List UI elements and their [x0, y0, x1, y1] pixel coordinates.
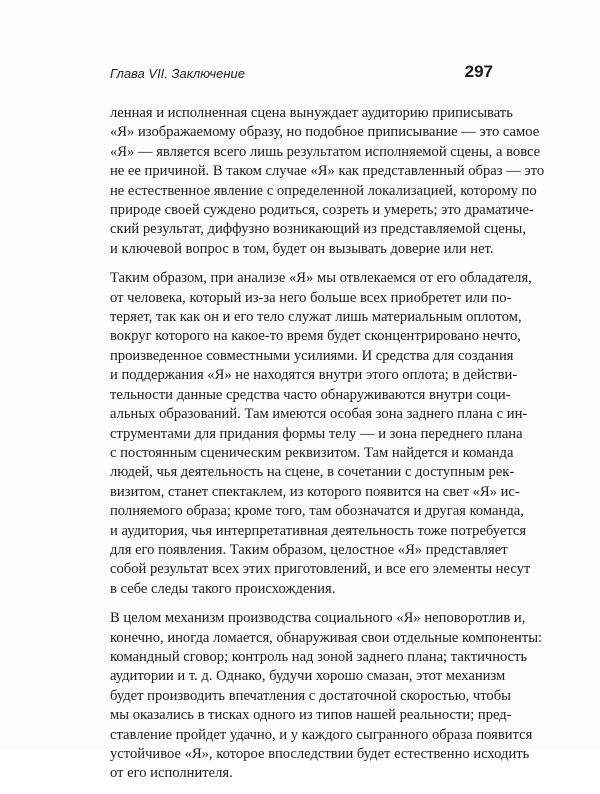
text-line: произведенное совместными усилиями. И средства для создания	[110, 347, 514, 364]
text-line: людей, чья деятельность на сцене, в сочетании с доступным рек-	[110, 464, 515, 481]
text-line: от его исполнителя.	[110, 765, 233, 782]
text-line: не ее причиной. В таком случае «Я» как представленный образ — это	[110, 163, 545, 180]
text-line: с постоянным сценическим реквизитом. Там найдется и команда	[110, 444, 514, 461]
text-line: конечно, иногда ломается, обнаруживая свои отдельные компоненты:	[110, 629, 543, 646]
text-line: будет производить впечатления с достаточной скоростью, чтобы	[110, 687, 511, 704]
text-line: и аудитория, чья интерпретативная деятельность тоже потребуется	[110, 522, 527, 539]
text-line: в себе следы такого происхождения.	[110, 580, 336, 597]
text-line: для его появления. Таким образом, целостное «Я» представляет	[110, 541, 508, 558]
text-line: устойчивое «Я», которое впоследствии будет естественно исходить	[110, 746, 530, 762]
text-line: от человека, который из-за него больше всех приобретет или по-	[110, 289, 512, 306]
text-line: командный сговор; контроль над зоной заднего плана; тактичность	[110, 648, 528, 665]
text-line: В целом механизм производства социального «Я» неповоротлив и,	[110, 610, 526, 627]
page-number: 297	[464, 62, 493, 81]
text-line: Таким образом, при анализе «Я» мы отвлекаемся от его обладателя,	[110, 270, 532, 287]
text-line: аудитории и т. д. Однако, будучи хорошо смазан, этот механизм	[110, 668, 506, 685]
chapter-title: Глава VII. Заключение	[110, 66, 245, 81]
paragraph-2	[110, 269, 532, 599]
text-line: ский результат, диффузно возникающий из представляемой сцены,	[110, 221, 526, 238]
paragraph-3	[110, 609, 543, 784]
text-line: ленная и исполненная сцена вынуждает аудиторию приписывать	[110, 105, 513, 121]
text-line: не естественное явление с определенной локализацией, которому по	[110, 182, 537, 199]
text-line: и ключевой вопрос в том, будет он вызывать доверие или нет.	[110, 240, 494, 257]
running-head	[110, 58, 493, 88]
text-line: и поддержания «Я» не находятся внутри этого оплота; в действи-	[110, 367, 518, 384]
text-line: мы оказались в тисках одного из типов нашей реальности; пред-	[110, 707, 512, 724]
paragraph-1	[110, 104, 545, 259]
text-line: струментами для придания формы телу — и зона переднего плана	[110, 425, 523, 442]
body-text	[110, 104, 545, 794]
text-line: вокруг которого на какое-то время будет сконцентрировано нечто,	[110, 328, 521, 345]
text-line: теряет, так как он и его тело служат лишь материальным оплотом,	[110, 309, 522, 326]
text-line: альных образований. Там имеются особая зона заднего плана с ин-	[110, 406, 528, 423]
text-line: визитом, станет спектаклем, из которого появится на свет «Я» ис-	[110, 483, 520, 500]
text-line: «Я» изображаемому образу, но подобное приписывание — это самое	[110, 124, 540, 141]
text-line: полняемого образа; кроме того, там обозначатся и другая команда,	[110, 503, 524, 520]
text-line: ставление пройдет удачно, и у каждого сыгранного образа появится	[110, 726, 533, 743]
text-line: «Я» — является всего лишь результатом исполняемой сцены, а вовсе	[110, 143, 541, 160]
text-line: собой результат всех этих приготовлений, и все его элементы несут	[110, 561, 531, 578]
text-line: природе своей суждено родиться, созреть и умереть; это драматиче-	[110, 202, 534, 219]
text-line: тельности данные средства часто обнаруживаются внутри соци-	[110, 386, 511, 403]
